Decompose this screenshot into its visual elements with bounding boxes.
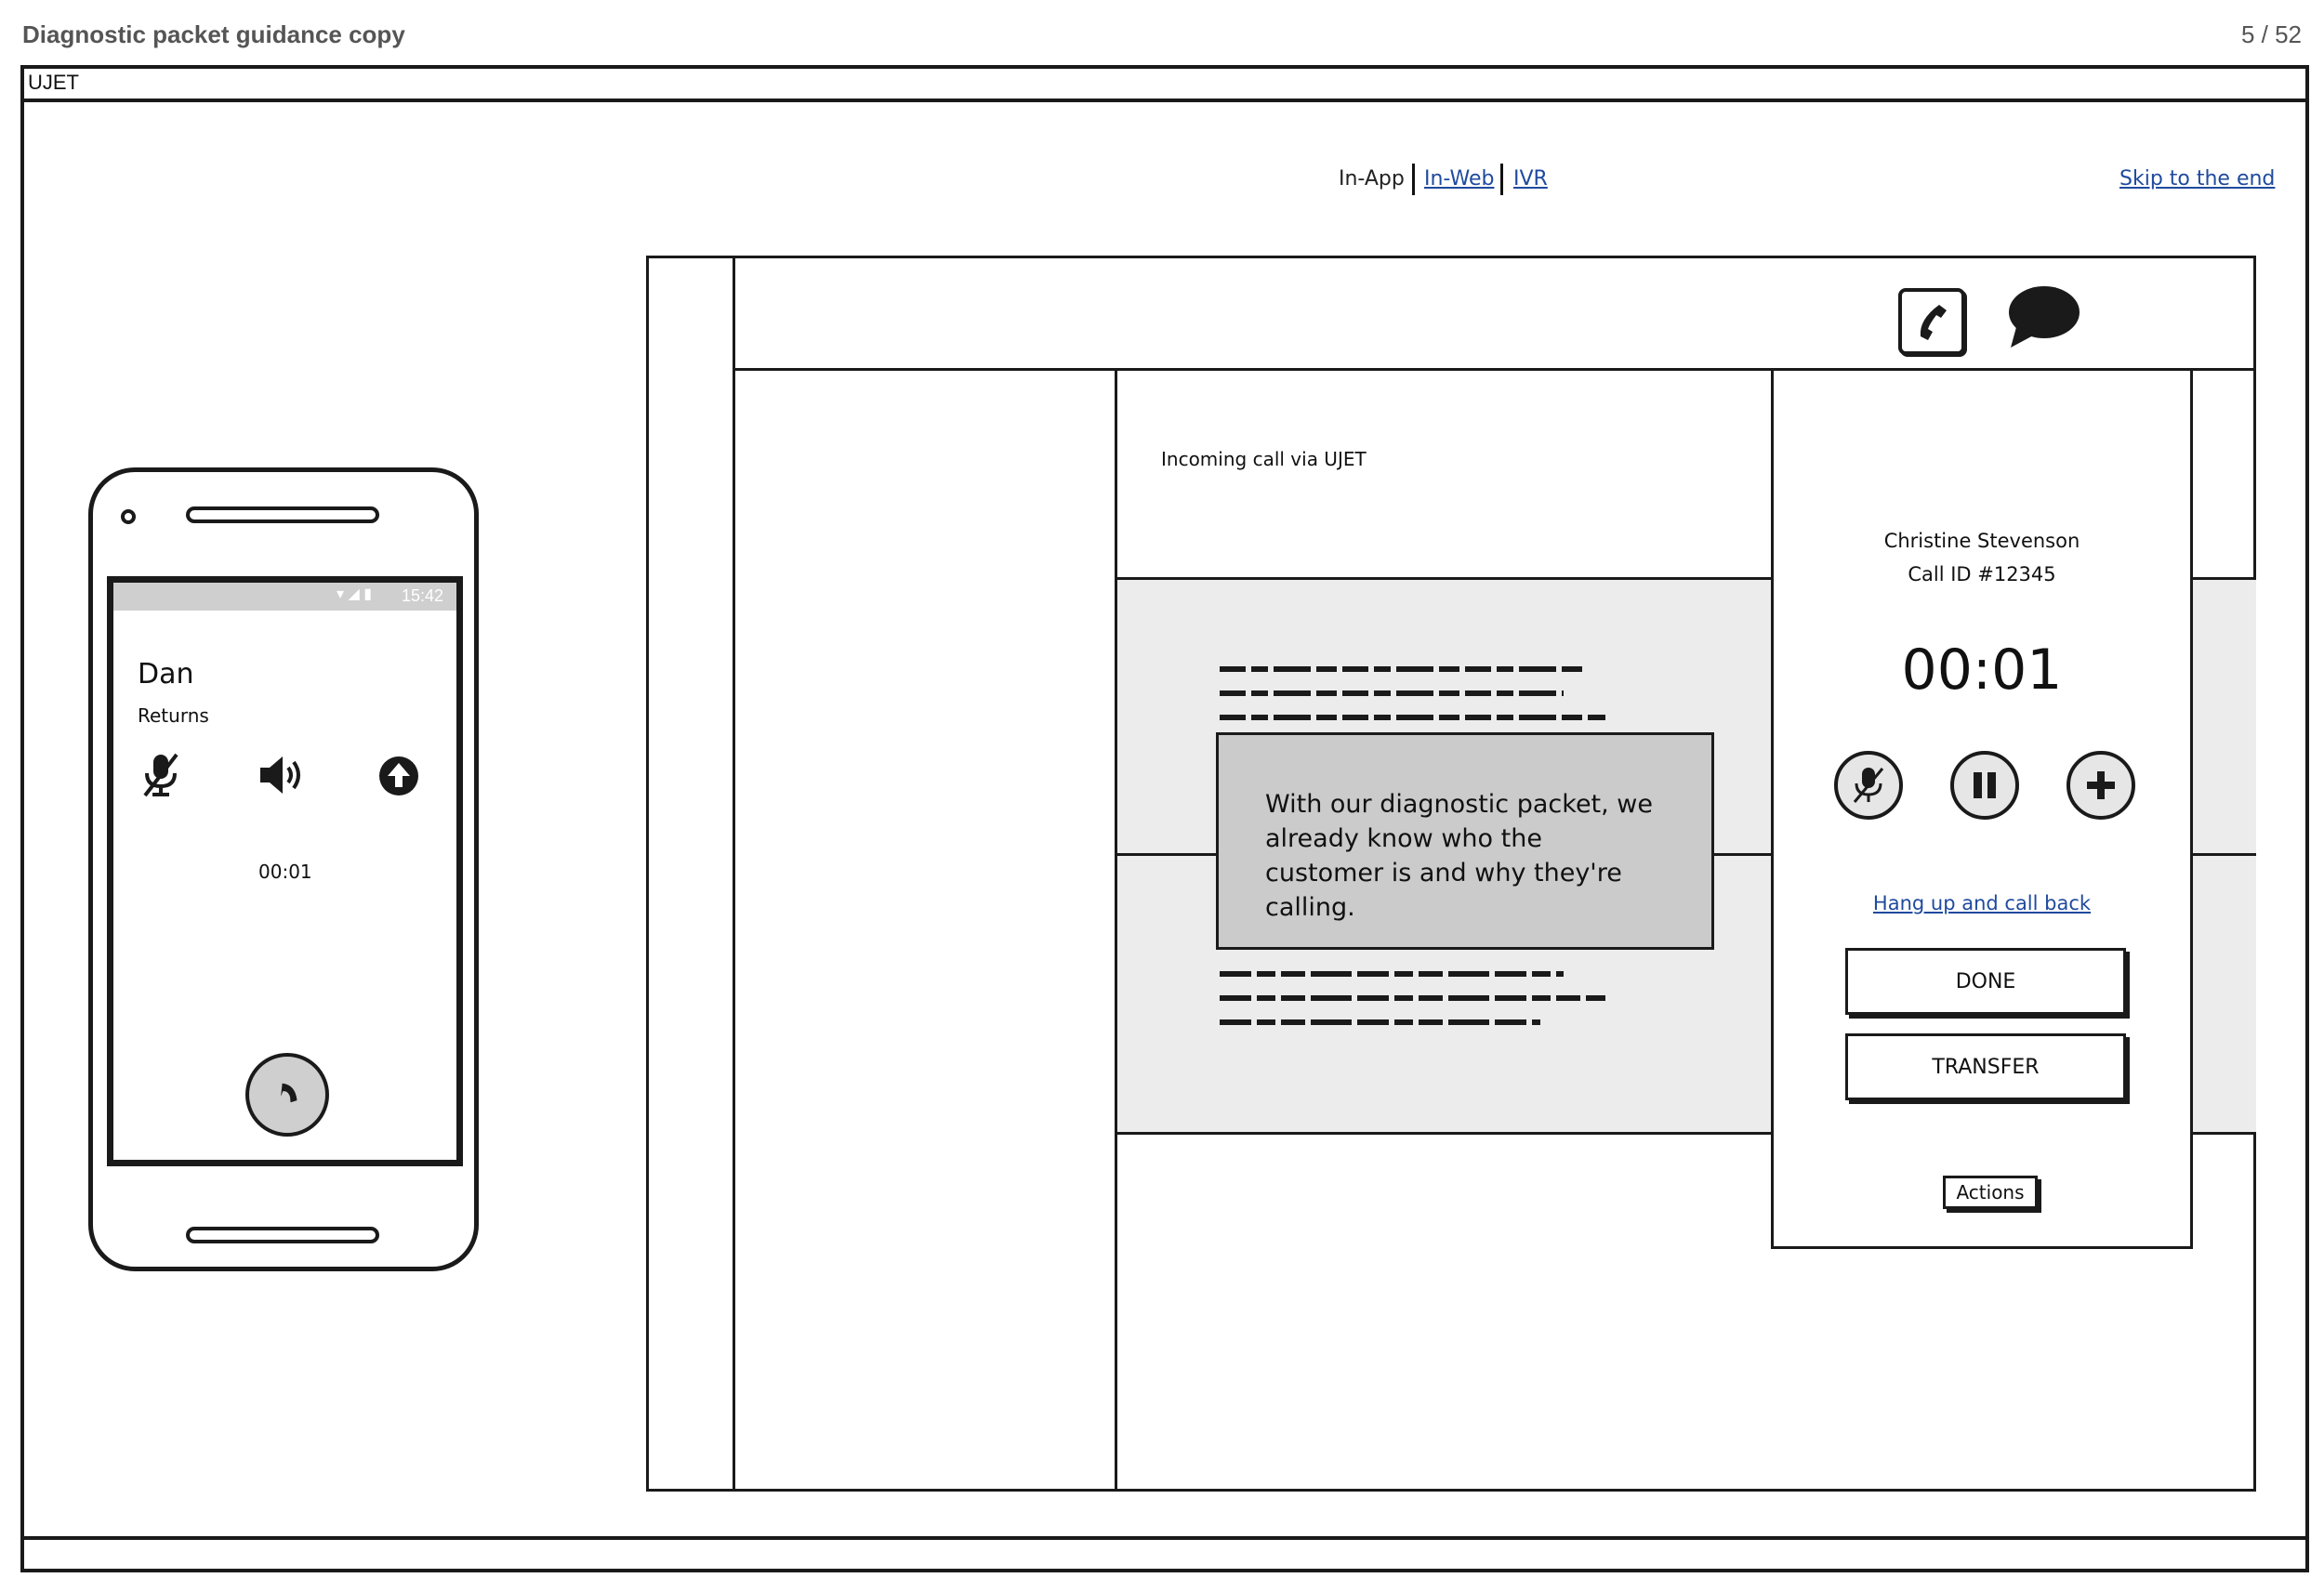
mute-icon [1850, 765, 1887, 806]
call-id: Call ID #12345 [1908, 563, 2056, 585]
done-button[interactable]: DONE [1845, 948, 2126, 1015]
nav-ivr-link[interactable]: IVR [1513, 167, 1548, 191]
add-participant-button[interactable] [2067, 751, 2135, 820]
upload-icon[interactable] [377, 755, 420, 797]
agent-left-rail-divider [733, 256, 735, 1492]
incoming-call-text: Incoming call via UJET [1161, 448, 1367, 470]
phone-camera [121, 509, 136, 524]
hold-button[interactable] [1950, 751, 2019, 820]
hangup-callback-link[interactable]: Hang up and call back [1872, 892, 2092, 914]
hangup-button[interactable] [245, 1053, 329, 1137]
mic-off-icon[interactable] [139, 751, 182, 799]
placeholder-text-bottom [1220, 966, 1610, 1032]
window-title: UJET [28, 71, 79, 94]
phone-icon [1911, 301, 1952, 342]
status-signal-icons: ▾ ◢ ▮ [337, 586, 373, 602]
caller-queue: Returns [138, 704, 209, 727]
customer-name: Christine Stevenson [1883, 530, 2080, 552]
guidance-callout [1216, 732, 1714, 950]
nav-in-app: In-App [1339, 167, 1405, 191]
phone-speaker-grille [186, 506, 379, 523]
document-title: Diagnostic packet guidance copy [22, 20, 405, 48]
browser-titlebar [20, 65, 2309, 102]
caller-name: Dan [138, 658, 194, 690]
mute-button[interactable] [1834, 751, 1903, 820]
speaker-icon[interactable] [257, 753, 309, 797]
add-icon [2082, 767, 2119, 804]
transfer-button[interactable]: TRANSFER [1845, 1033, 2126, 1100]
actions-button[interactable]: Actions [1943, 1176, 2038, 1209]
nav-separator [1412, 164, 1415, 195]
phone-call-timer: 00:01 [258, 861, 312, 883]
placeholder-text-top [1220, 660, 1610, 725]
chat-bubble-icon[interactable] [2003, 284, 2081, 351]
call-timer: 00:01 [1901, 638, 2063, 703]
pause-icon [1966, 767, 2003, 804]
page-indicator: 5 / 52 [2240, 20, 2302, 48]
nav-separator [1500, 164, 1503, 195]
hangup-icon [269, 1076, 306, 1113]
status-time: 15:42 [402, 586, 444, 605]
skip-to-end-link[interactable]: Skip to the end [2119, 167, 2276, 191]
nav-in-web-link[interactable]: In-Web [1424, 167, 1495, 191]
phone-channel-button[interactable] [1898, 288, 1965, 355]
guidance-callout-text: With our diagnostic packet, we already know who the customer is and why they're calling. [1265, 790, 1653, 922]
phone-bottom-grille [186, 1227, 379, 1243]
browser-statusbar [20, 1536, 2309, 1540]
